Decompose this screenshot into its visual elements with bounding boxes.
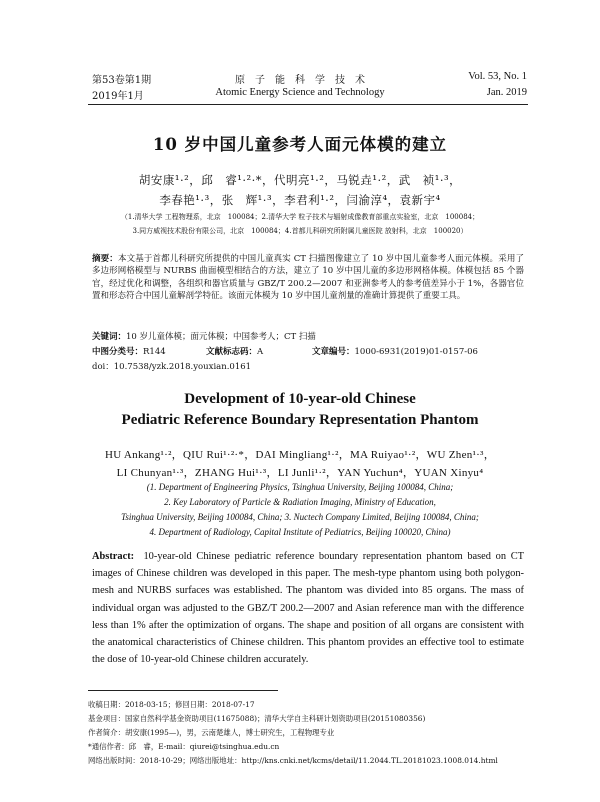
affiliations-en-line1: (1. Department of Engineering Physics, Tsinghua University, Beijing 100084, China; <box>146 482 454 492</box>
footnote-author-bio: 作者简介：胡安康(1995—)，男，云南楚雄人，博士研究生，工程物理专业 <box>88 728 335 737</box>
volume-issue-en: Vol. 53, No. 1 <box>468 71 527 82</box>
footnote-online: 网络出版时间：2018-10-29；网络出版地址：http://kns.cnki.net/kcms/detail/11.2044.TL.20181023.1008.014.html <box>88 756 498 765</box>
keywords-cn-text: 10 岁儿童体模；面元体模；中国参考人；CT 扫描 <box>126 332 316 342</box>
abstract-cn <box>92 253 524 303</box>
footnote-received: 收稿日期：2018-03-15；修回日期：2018-07-17 <box>88 700 255 709</box>
affiliations-en-line2: 2. Key Laboratory of Particle & Radiation Imaging, Ministry of Education, <box>164 497 436 507</box>
date-en: Jan. 2019 <box>486 87 527 98</box>
footnote-corresponding: *通信作者：邱 睿，E-mail：qiurei@tsinghua.edu.cn <box>88 742 280 751</box>
keywords-cn-label: 关键词： <box>92 332 127 342</box>
keywords-cn <box>92 330 316 342</box>
affiliations-cn-line1: （1.清华大学 工程物理系，北京 100084；2.清华大学 粒子技术与辐射成像教育部重点实验室，北京 100084； <box>120 213 480 221</box>
abstract-en-text: 10-year-old Chinese pediatric reference boundary representation phantom based on CT images of Chinese children was developed in this paper. The mesh-type phantom using both polygon-mesh and NURBS surfaces was established. The phantom was divided into 85 organs. The mass of individual organ was adjusted to the GBZ/T 200.2—2007 and Asian reference man with the difference less than 1% after the optimization of organs. The shape and position of all organs are consistent with the anatomical characteristics of Chinese children. This phantom provides an effective tool to estimate the dose of 10-year-old Chinese children accurately. <box>92 551 524 666</box>
clc-number: 中图分类号：R144 <box>92 347 166 357</box>
abstract-cn-text: 本文基于首都儿科研究所提供的中国儿童真实 CT 扫描图像建立了 10 岁中国儿童参考人面元体模。采用了多边形网格模型与 NURBS 曲面模型相结合的方法，建立了 10 岁中国儿童的多边形网格体模。体模包括 85 个器官，经过优化和调整，各组织和器官质量与 GBZ/T 200.2—2007 和亚洲参考人的参考值差异小于 1%，各器官位置和形态符合中国儿童解剖学特征。该面元体模为 10 岁中国儿童剂量的准确计算提供了重要工具。 <box>92 254 524 302</box>
abstract-cn-label: 摘要： <box>92 254 118 264</box>
doi: doi：10.7538/yzk.2018.youxian.0161 <box>92 362 252 372</box>
authors-cn-line1: 胡安康¹·²，邱 睿¹·²·*，代明亮¹·²，马锐垚¹·²，武 祯¹·³， <box>138 173 462 187</box>
volume-issue-cn: 第53卷第1期 <box>92 75 152 86</box>
header-rule <box>88 104 528 105</box>
authors-en-line1: HU Ankang¹·²，QIU Rui¹·²·*，DAI Mingliang¹·²，MA Ruiyao¹·²，WU Zhen¹·³， <box>104 449 496 461</box>
footnote-funding: 基金项目：国家自然科学基金资助项目(11675088)；清华大学自主科研计划资助项目(20151080356) <box>88 714 426 723</box>
affiliations-cn-line2: 3.同方威视技术股份有限公司，北京 100084；4.首都儿科研究所附属儿童医院 放射科，北京 100020） <box>132 227 468 235</box>
date-cn: 2019年1月 <box>92 91 144 102</box>
abstract-en <box>92 548 524 668</box>
document-code: 文献标志码：A <box>206 347 264 357</box>
footnote-rule <box>88 690 278 691</box>
abstract-en-label: Abstract: <box>92 551 135 562</box>
article-number: 文章编号：1000-6931(2019)01-0157-06 <box>312 347 478 357</box>
journal-title-cn: 原 子 能 科 学 技 术 <box>235 75 365 86</box>
affiliations-en-line3: Tsinghua University, Beijing 100084, China; 3. Nuctech Company Limited, Beijing 100084, China; <box>121 512 479 522</box>
authors-en-line2: LI Chunyan¹·³，ZHANG Hui¹·³，LI Junli¹·²，YAN Yuchun⁴，YUAN Xinyu⁴ <box>116 467 484 479</box>
paper-title-cn: 10 岁中国儿童参考人面元体模的建立 <box>152 135 448 154</box>
paper-title-en-line2: Pediatric Reference Boundary Representation Phantom <box>121 412 479 428</box>
paper-title-en-line1: Development of 10-year-old Chinese <box>184 391 416 407</box>
affiliations-en-line4: 4. Department of Radiology, Capital Institute of Pediatrics, Beijing 100020, China) <box>149 527 451 537</box>
journal-title-en: Atomic Energy Science and Technology <box>215 87 385 98</box>
authors-cn-line2: 李春艳¹·³，张 辉¹·³，李君利¹·²，闫渝淳⁴，袁新宇⁴ <box>159 193 441 207</box>
